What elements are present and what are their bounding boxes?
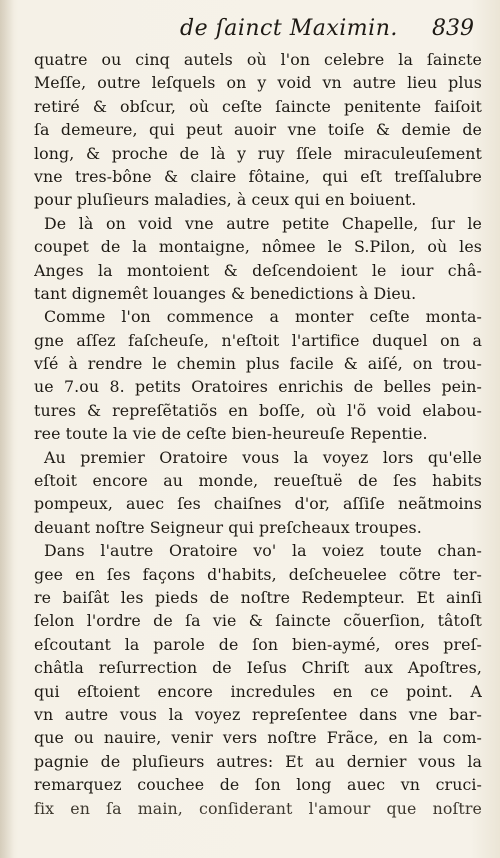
text-line: vſé à rendre le chemin plus facile & aiſé, on trou- [34,354,482,374]
text-line: gne aſſez faſcheuſe, n'eſtoit l'artifice duquel on a [34,330,482,350]
text-line: qui eſtoient encore incredules en ce point. A [34,681,482,701]
text-line: que ou nauire, venir vers noſtre Frãce, en la com- [34,728,482,748]
text-line: Dans l'autre Oratoire vo' la voiez toute chan- [44,541,482,561]
text-line: pour pluſieurs maladies, à ceux qui en boiuent. [34,190,417,210]
text-line: remarquez couchee de ſon long auec vn cruci- [34,775,482,795]
text-line: coupet de la montaigne, nômee le S.Pilon, où les [34,237,482,257]
text-line: deuant noſtre Seigneur qui preſcheaux troupes. [34,517,422,537]
text-line: Au premier Oratoire vous la voyez lors qu'elle [44,447,482,467]
text-line: gee en ſes façons d'habits, deſcheuelee cõtre ter- [34,564,482,584]
page-number: 839 [432,16,474,41]
text-line: ſa demeure, qui peut auoir vne toiſe & demie de [34,120,482,140]
text-line: quatre ou cinq autels où l'on celebre la ſainɛte [34,50,482,69]
body-text [34,48,482,820]
text-line: tures & repreſẽtatiõs en boſſe, où l'õ void elabou- [34,400,482,420]
text-line: châtla reſurrection de Ieſus Chriſt aux Apoſtres, [34,658,482,678]
text-line: ſelon l'ordre de ſa vie & ſaincte cõuerſion, tâtoſt [34,611,482,631]
text-line: ree toute la vie de ceſte bien-heureuſe Repentie. [34,424,428,444]
text-line: ue 7.ou 8. petits Oratoires enrichis de belles pein- [34,377,482,397]
text-line: Comme l'on commence a monter ceſte monta- [44,307,482,327]
text-line: eſtoit encore au monde, reueſtuë de ſes habits [34,471,482,491]
running-head: de ſainct Maximin. [180,16,398,41]
page-gutter-shadow [0,0,14,858]
page-header [0,14,500,50]
text-line: re baiſât les pieds de noſtre Redempteur. Et ainſi [34,587,482,607]
text-line: long, & proche de là y ruy ſſele miraculeuſement [34,143,482,163]
text-line: pompeux, auec ſes chaiſnes d'or, aſſiſe neãtmoins [34,494,482,514]
text-line: eſcoutant la parole de ſon bien-aymé, ores preſ- [34,634,482,654]
text-line: Anges la montoient & deſcendoient le iour châ- [34,260,482,280]
text-line: De là on void vne autre petite Chapelle, ſur le [44,213,482,233]
text-line: fix en ſa main, conſiderant l'amour que noſtre [34,798,482,818]
text-line: vn autre vous la voyez repreſentee dans vne bar- [34,704,482,724]
text-line: tant dignemêt louanges & benedictions à Dieu. [34,283,417,303]
text-line: vne tres-bône & claire fôtaine, qui eſt treſſalubre [34,166,482,186]
text-line: retiré & obſcur, où ceſte ſaincte penitente faiſoit [34,96,482,116]
text-line: Meſſe, outre leſquels on y void vn autre lieu plus [34,73,482,93]
text-line: pagnie de pluſieurs autres: Et au dernier vous la [34,751,482,771]
